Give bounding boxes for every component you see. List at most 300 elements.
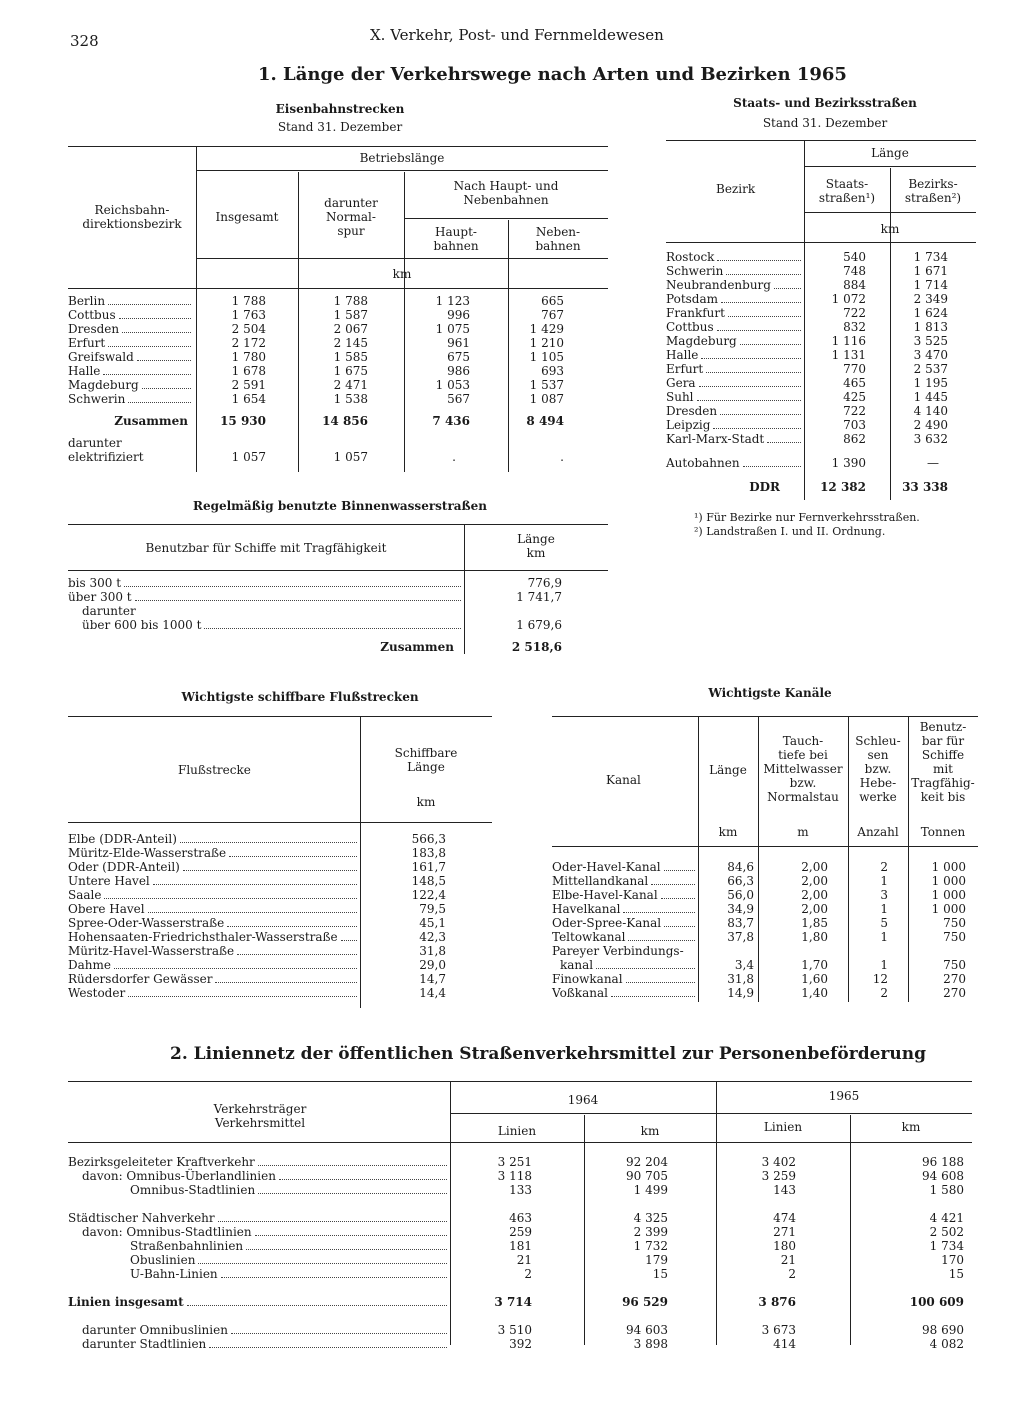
table-cell bbox=[68, 860, 360, 874]
canals-table bbox=[552, 860, 978, 1000]
table-row bbox=[68, 632, 568, 654]
row-label: davon: Omnibus-Überlandlinien bbox=[82, 1169, 276, 1183]
inland-h-left: Benutzbar für Schiffe mit Tragfähigkeit bbox=[145, 541, 387, 555]
table-cell bbox=[716, 1281, 850, 1295]
table-cell bbox=[552, 986, 698, 1000]
table-cell bbox=[68, 1323, 450, 1337]
table-row bbox=[666, 432, 976, 446]
table-cell: 270 bbox=[943, 986, 966, 1000]
table-cell: 1,70 bbox=[801, 958, 828, 972]
rivers-h-left: Flußstrecke bbox=[178, 763, 251, 777]
table-cell: 79,5 bbox=[419, 902, 446, 916]
row-label: Autobahnen bbox=[666, 456, 740, 470]
roads-h-unit: km bbox=[880, 222, 900, 236]
table-row bbox=[666, 418, 976, 432]
table-cell: 1 732 bbox=[633, 1239, 668, 1253]
row-label: davon: Omnibus-Stadtlinien bbox=[82, 1225, 252, 1239]
row-label: darunter Omnibuslinien bbox=[82, 1323, 228, 1337]
table-cell: 1,80 bbox=[801, 930, 828, 944]
table-cell bbox=[68, 350, 194, 364]
table-cell: 100 609 bbox=[909, 1295, 964, 1309]
row-label: Cottbus bbox=[666, 320, 714, 334]
table-row bbox=[68, 590, 568, 604]
table-cell: 1 072 bbox=[831, 292, 866, 306]
row-label: Erfurt bbox=[666, 362, 704, 376]
h-km-1965: km bbox=[901, 1120, 921, 1134]
table-cell: 1 bbox=[880, 930, 888, 944]
table-cell: 2 145 bbox=[333, 336, 368, 350]
table-cell bbox=[68, 1225, 450, 1239]
table-row bbox=[68, 986, 448, 1000]
table-cell: 392 bbox=[509, 1337, 532, 1351]
row-label: Dresden bbox=[666, 404, 718, 418]
row-label: Städtischer Nahverkehr bbox=[68, 1211, 215, 1225]
rail-h-nach: Nach Haupt- und Nebenbahnen bbox=[453, 179, 559, 207]
row-label: Finowkanal bbox=[552, 972, 623, 986]
row-label: Omnibus-Stadtlinien bbox=[130, 1183, 256, 1197]
table-cell bbox=[402, 428, 506, 450]
table-cell: 748 bbox=[843, 264, 866, 278]
table-cell: 7 436 bbox=[432, 414, 470, 428]
table-cell: 15 930 bbox=[220, 414, 266, 428]
table-cell: 961 bbox=[447, 336, 470, 350]
rail-h-insgesamt: Insgesamt bbox=[215, 210, 279, 224]
table-row bbox=[68, 1155, 972, 1169]
table-cell: 1 000 bbox=[931, 902, 966, 916]
table-cell: 3 251 bbox=[497, 1155, 532, 1169]
table-cell: 1 675 bbox=[333, 364, 368, 378]
canals-h-laenge: Länge bbox=[709, 763, 747, 777]
table-cell: 2,00 bbox=[801, 888, 828, 902]
table-row bbox=[68, 902, 448, 916]
table-cell bbox=[68, 1197, 450, 1211]
h-km-1964: km bbox=[640, 1124, 660, 1138]
table-cell: 2 490 bbox=[913, 418, 948, 432]
table-cell: 1 763 bbox=[231, 308, 266, 322]
table-cell bbox=[666, 432, 804, 446]
table-row bbox=[68, 874, 448, 888]
row-label: Magdeburg bbox=[666, 334, 737, 348]
table-cell bbox=[68, 336, 194, 350]
table-cell: 94 603 bbox=[626, 1323, 668, 1337]
table-cell bbox=[552, 888, 698, 902]
table-cell bbox=[666, 264, 804, 278]
table-cell bbox=[68, 1183, 450, 1197]
table-cell: 1 679,6 bbox=[516, 618, 562, 632]
table-row bbox=[68, 1169, 972, 1183]
rail-table bbox=[68, 294, 608, 464]
table-cell bbox=[68, 972, 360, 986]
table-cell: 1 538 bbox=[333, 392, 368, 406]
table-cell bbox=[68, 378, 194, 392]
table-row bbox=[552, 860, 978, 874]
table-cell: 3 876 bbox=[758, 1295, 796, 1309]
row-label: Berlin bbox=[68, 294, 106, 308]
table-cell: 1 116 bbox=[831, 334, 866, 348]
table-cell bbox=[584, 1309, 716, 1323]
row-label: kanal bbox=[560, 958, 594, 972]
table-cell: 15 bbox=[652, 1267, 668, 1281]
table-cell: 1 780 bbox=[231, 350, 266, 364]
table-cell: 1 429 bbox=[529, 322, 564, 336]
rivers-h-right: Schiffbare Länge bbox=[394, 746, 458, 774]
table-cell: 1 624 bbox=[913, 306, 948, 320]
canals-h-tief: Tauch- tiefe bei Mittelwasser bzw. Normalstau bbox=[763, 734, 843, 804]
table-row bbox=[552, 972, 978, 986]
table-cell: 14,9 bbox=[727, 986, 754, 1000]
table-cell bbox=[850, 1309, 972, 1323]
rail-h-normal: darunter Normal- spur bbox=[324, 196, 378, 238]
table-cell: — bbox=[927, 456, 939, 470]
row-label: Oder (DDR-Anteil) bbox=[68, 860, 180, 874]
roads-title: Staats- und Bezirksstraßen bbox=[733, 96, 917, 110]
table-cell: 986 bbox=[447, 364, 470, 378]
table-cell: 8 494 bbox=[526, 414, 564, 428]
table-cell: 3 bbox=[880, 888, 888, 902]
row-label: Karl-Marx-Stadt bbox=[666, 432, 765, 446]
table-cell: 540 bbox=[843, 250, 866, 264]
row-label: Leipzig bbox=[666, 418, 711, 432]
table-row bbox=[68, 350, 608, 364]
table-cell: elektrifiziert bbox=[68, 450, 144, 464]
table-cell: 31,8 bbox=[727, 972, 754, 986]
section1-title: 1. Länge der Verkehrswege nach Arten und Bezirken 1965 bbox=[258, 64, 847, 85]
table-cell bbox=[68, 294, 194, 308]
table-cell bbox=[584, 1281, 716, 1295]
table-cell: 5 bbox=[880, 916, 888, 930]
table-cell: 3,4 bbox=[734, 958, 754, 972]
table-cell bbox=[666, 418, 804, 432]
table-cell: 4 082 bbox=[929, 1337, 964, 1351]
table-row bbox=[666, 348, 976, 362]
table-cell: 1 678 bbox=[231, 364, 266, 378]
table-row bbox=[68, 378, 608, 392]
table-cell bbox=[450, 1309, 584, 1323]
chapter-title: X. Verkehr, Post- und Fernmeldewesen bbox=[370, 26, 664, 44]
table-cell: 96 529 bbox=[622, 1295, 668, 1309]
table-cell bbox=[68, 322, 194, 336]
table-cell: 465 bbox=[843, 376, 866, 390]
row-label: Voßkanal bbox=[552, 986, 608, 1000]
section2-table bbox=[68, 1155, 972, 1351]
table-cell: 2 172 bbox=[231, 336, 266, 350]
table-cell: . bbox=[452, 450, 456, 464]
table-cell: 722 bbox=[843, 306, 866, 320]
table-cell bbox=[68, 618, 464, 632]
table-cell: darunter bbox=[68, 436, 122, 450]
row-label: über 600 bis 1000 t bbox=[82, 618, 202, 632]
table-cell: 750 bbox=[943, 916, 966, 930]
table-cell bbox=[68, 1281, 450, 1295]
table-cell: 2 591 bbox=[231, 378, 266, 392]
table-row bbox=[666, 320, 976, 334]
table-row bbox=[552, 902, 978, 916]
table-cell: 14 856 bbox=[322, 414, 368, 428]
table-cell bbox=[296, 428, 402, 450]
year-1964: 1964 bbox=[567, 1093, 599, 1107]
table-cell bbox=[758, 944, 848, 958]
table-cell: 1 788 bbox=[231, 294, 266, 308]
table-cell bbox=[68, 364, 194, 378]
table-cell: 2,00 bbox=[801, 874, 828, 888]
table-cell bbox=[68, 916, 360, 930]
table-cell: 3 525 bbox=[913, 334, 948, 348]
table-row bbox=[68, 832, 448, 846]
rail-stand: Stand 31. Dezember bbox=[277, 120, 403, 134]
table-cell bbox=[666, 278, 804, 292]
rivers-h-unit: km bbox=[416, 795, 436, 809]
table-row bbox=[68, 618, 568, 632]
table-row bbox=[68, 450, 608, 464]
table-row bbox=[666, 376, 976, 390]
table-row bbox=[68, 1211, 972, 1225]
table-cell bbox=[666, 306, 804, 320]
row-label: Untere Havel bbox=[68, 874, 150, 888]
table-cell bbox=[68, 944, 360, 958]
table-cell bbox=[666, 446, 804, 470]
table-cell: 4 325 bbox=[633, 1211, 668, 1225]
table-cell: 2 471 bbox=[333, 378, 368, 392]
table-row bbox=[68, 1239, 972, 1253]
table-cell bbox=[68, 958, 360, 972]
row-label: darunter Stadtlinien bbox=[82, 1337, 207, 1351]
row-label: Potsdam bbox=[666, 292, 719, 306]
table-row bbox=[666, 404, 976, 418]
table-cell bbox=[68, 1309, 450, 1323]
table-row bbox=[68, 1253, 972, 1267]
row-label: Spree-Oder-Wasserstraße bbox=[68, 916, 225, 930]
table-row bbox=[666, 362, 976, 376]
rivers-title: Wichtigste schiffbare Flußstrecken bbox=[181, 690, 419, 704]
rivers-table bbox=[68, 832, 448, 1000]
table-cell: 14,4 bbox=[419, 986, 446, 1000]
table-cell bbox=[552, 874, 698, 888]
table-cell: 37,8 bbox=[727, 930, 754, 944]
table-cell: 3 714 bbox=[494, 1295, 532, 1309]
table-cell: 770 bbox=[843, 362, 866, 376]
table-cell: 2,00 bbox=[801, 860, 828, 874]
table-cell: 122,4 bbox=[411, 888, 446, 902]
table-cell: 862 bbox=[843, 432, 866, 446]
row-label: Halle bbox=[666, 348, 699, 362]
inland-h-right: Länge km bbox=[517, 532, 555, 560]
table-row bbox=[68, 576, 568, 590]
canals-h-schleu: Schleu- sen bzw. Hebe- werke bbox=[855, 734, 901, 804]
rail-h-neben: Neben- bahnen bbox=[535, 225, 581, 253]
table-row bbox=[552, 888, 978, 902]
table-cell: 1 580 bbox=[929, 1183, 964, 1197]
table-cell: Pareyer Verbindungs- bbox=[552, 944, 684, 958]
table-cell: 3 632 bbox=[913, 432, 948, 446]
table-row bbox=[552, 944, 978, 958]
table-cell: 414 bbox=[773, 1337, 796, 1351]
row-label: Straßenbahnlinien bbox=[130, 1239, 244, 1253]
table-cell: 34,9 bbox=[727, 902, 754, 916]
row-label: Rüdersdorfer Gewässer bbox=[68, 972, 213, 986]
table-cell bbox=[666, 404, 804, 418]
table-cell bbox=[68, 1239, 450, 1253]
table-cell: 1 587 bbox=[333, 308, 368, 322]
table-cell: 1 075 bbox=[435, 322, 470, 336]
table-cell: 1 788 bbox=[333, 294, 368, 308]
table-cell bbox=[68, 392, 194, 406]
table-cell: 722 bbox=[843, 404, 866, 418]
table-row bbox=[68, 972, 448, 986]
table-cell: 3 898 bbox=[633, 1337, 668, 1351]
table-cell: 1 390 bbox=[831, 456, 866, 470]
section2-h-left: Verkehrsträger Verkehrsmittel bbox=[213, 1102, 307, 1130]
table-cell: 1 741,7 bbox=[516, 590, 562, 604]
roads-table bbox=[666, 250, 976, 494]
table-cell: 12 bbox=[872, 972, 888, 986]
table-cell: 66,3 bbox=[727, 874, 754, 888]
table-row bbox=[68, 888, 448, 902]
row-label: Oder-Spree-Kanal bbox=[552, 916, 662, 930]
table-cell: 1 057 bbox=[333, 450, 368, 464]
table-cell: 2 502 bbox=[929, 1225, 964, 1239]
table-cell: 181 bbox=[509, 1239, 532, 1253]
table-cell: 3 470 bbox=[913, 348, 948, 362]
table-cell: 1 bbox=[880, 958, 888, 972]
table-cell: 2 349 bbox=[913, 292, 948, 306]
table-cell bbox=[848, 944, 908, 958]
table-cell: 2 067 bbox=[333, 322, 368, 336]
table-cell: 463 bbox=[509, 1211, 532, 1225]
table-row bbox=[666, 390, 976, 404]
canals-u-tief: m bbox=[797, 825, 809, 839]
table-row bbox=[666, 446, 976, 470]
table-cell: darunter bbox=[82, 604, 136, 618]
canals-h-kanal: Kanal bbox=[606, 773, 641, 787]
table-row bbox=[68, 1183, 972, 1197]
table-cell bbox=[68, 846, 360, 860]
table-cell: 1 714 bbox=[913, 278, 948, 292]
row-label: Dahme bbox=[68, 958, 111, 972]
table-cell: 4 140 bbox=[913, 404, 948, 418]
table-cell: 96 188 bbox=[922, 1155, 964, 1169]
table-cell: 21 bbox=[780, 1253, 796, 1267]
row-label: Dresden bbox=[68, 322, 120, 336]
table-cell: 1 654 bbox=[231, 392, 266, 406]
table-cell bbox=[68, 1253, 450, 1267]
table-cell: 1 bbox=[880, 902, 888, 916]
table-row bbox=[68, 860, 448, 874]
table-cell bbox=[68, 590, 464, 604]
row-label: Greifswald bbox=[68, 350, 134, 364]
table-cell bbox=[464, 604, 568, 618]
table-cell: 2 bbox=[880, 986, 888, 1000]
table-cell: 665 bbox=[541, 294, 564, 308]
table-cell: 45,1 bbox=[419, 916, 446, 930]
table-cell bbox=[552, 958, 698, 972]
table-cell bbox=[666, 390, 804, 404]
table-cell bbox=[68, 986, 360, 1000]
table-cell: 832 bbox=[843, 320, 866, 334]
table-cell: 2 504 bbox=[231, 322, 266, 336]
table-cell bbox=[68, 1155, 450, 1169]
h-linien-1965: Linien bbox=[763, 1120, 803, 1134]
row-label: Elbe-Havel-Kanal bbox=[552, 888, 658, 902]
table-cell: 2 bbox=[788, 1267, 796, 1281]
table-cell: 2 bbox=[524, 1267, 532, 1281]
canals-h-benutz: Benutz- bar für Schiffe mit Tragfähig- keit bis bbox=[911, 720, 975, 804]
rail-h-unit: km bbox=[392, 267, 412, 281]
table-row bbox=[552, 930, 978, 944]
row-label: Saale bbox=[68, 888, 102, 902]
roads-h-bezirks: Bezirks- straßen²) bbox=[904, 177, 962, 205]
table-row bbox=[68, 392, 608, 406]
table-cell: DDR bbox=[749, 480, 780, 494]
table-row bbox=[68, 916, 448, 930]
table-cell: 29,0 bbox=[419, 958, 446, 972]
inland-title: Regelmäßig benutzte Binnenwasserstraßen bbox=[192, 499, 488, 513]
table-cell: Zusammen bbox=[114, 414, 188, 428]
table-row bbox=[666, 264, 976, 278]
row-label: Oder-Havel-Kanal bbox=[552, 860, 661, 874]
table-cell: 1 000 bbox=[931, 860, 966, 874]
table-cell: 56,0 bbox=[727, 888, 754, 902]
table-cell: 270 bbox=[943, 972, 966, 986]
table-row bbox=[68, 322, 608, 336]
table-row bbox=[68, 336, 608, 350]
page-number: 328 bbox=[70, 32, 99, 50]
table-cell: 1 671 bbox=[913, 264, 948, 278]
table-cell bbox=[68, 832, 360, 846]
row-label: Obuslinien bbox=[130, 1253, 196, 1267]
row-label: Müritz-Elde-Wasserstraße bbox=[68, 846, 227, 860]
table-row bbox=[68, 1267, 972, 1281]
row-label: Cottbus bbox=[68, 308, 116, 322]
table-cell bbox=[666, 348, 804, 362]
table-cell bbox=[552, 902, 698, 916]
table-cell bbox=[68, 1211, 450, 1225]
table-row bbox=[666, 278, 976, 292]
table-cell: 12 382 bbox=[820, 480, 866, 494]
table-cell: 3 673 bbox=[761, 1323, 796, 1337]
table-cell: 1 210 bbox=[529, 336, 564, 350]
roads-footnote-1: ¹) Für Bezirke nur Fernverkehrsstraßen. bbox=[694, 511, 920, 524]
table-row bbox=[68, 1337, 972, 1351]
table-row bbox=[68, 1197, 972, 1211]
row-label: Müritz-Havel-Wasserstraße bbox=[68, 944, 235, 958]
table-cell: 703 bbox=[843, 418, 866, 432]
table-row bbox=[666, 334, 976, 348]
section2-title: 2. Liniennetz der öffentlichen Straßenverkehrsmittel zur Personenbeförderung bbox=[170, 1044, 926, 1064]
table-cell: 1 131 bbox=[831, 348, 866, 362]
table-cell: 83,7 bbox=[727, 916, 754, 930]
table-cell: 42,3 bbox=[419, 930, 446, 944]
table-cell: 84,6 bbox=[727, 860, 754, 874]
table-row bbox=[666, 292, 976, 306]
table-cell: 884 bbox=[843, 278, 866, 292]
roads-footnote-2: ²) Landstraßen I. und II. Ordnung. bbox=[694, 525, 886, 538]
table-cell: 1,60 bbox=[801, 972, 828, 986]
table-cell bbox=[68, 1169, 450, 1183]
table-row bbox=[666, 306, 976, 320]
table-cell: 566,3 bbox=[411, 832, 446, 846]
table-cell bbox=[68, 576, 464, 590]
table-cell bbox=[552, 860, 698, 874]
table-cell: 92 204 bbox=[626, 1155, 668, 1169]
table-cell: 2 518,6 bbox=[511, 640, 562, 654]
table-cell bbox=[552, 916, 698, 930]
table-cell bbox=[666, 376, 804, 390]
table-row bbox=[68, 930, 448, 944]
table-cell bbox=[850, 1281, 972, 1295]
table-cell: 1,40 bbox=[801, 986, 828, 1000]
table-cell: 14,7 bbox=[419, 972, 446, 986]
table-cell: 1 053 bbox=[435, 378, 470, 392]
